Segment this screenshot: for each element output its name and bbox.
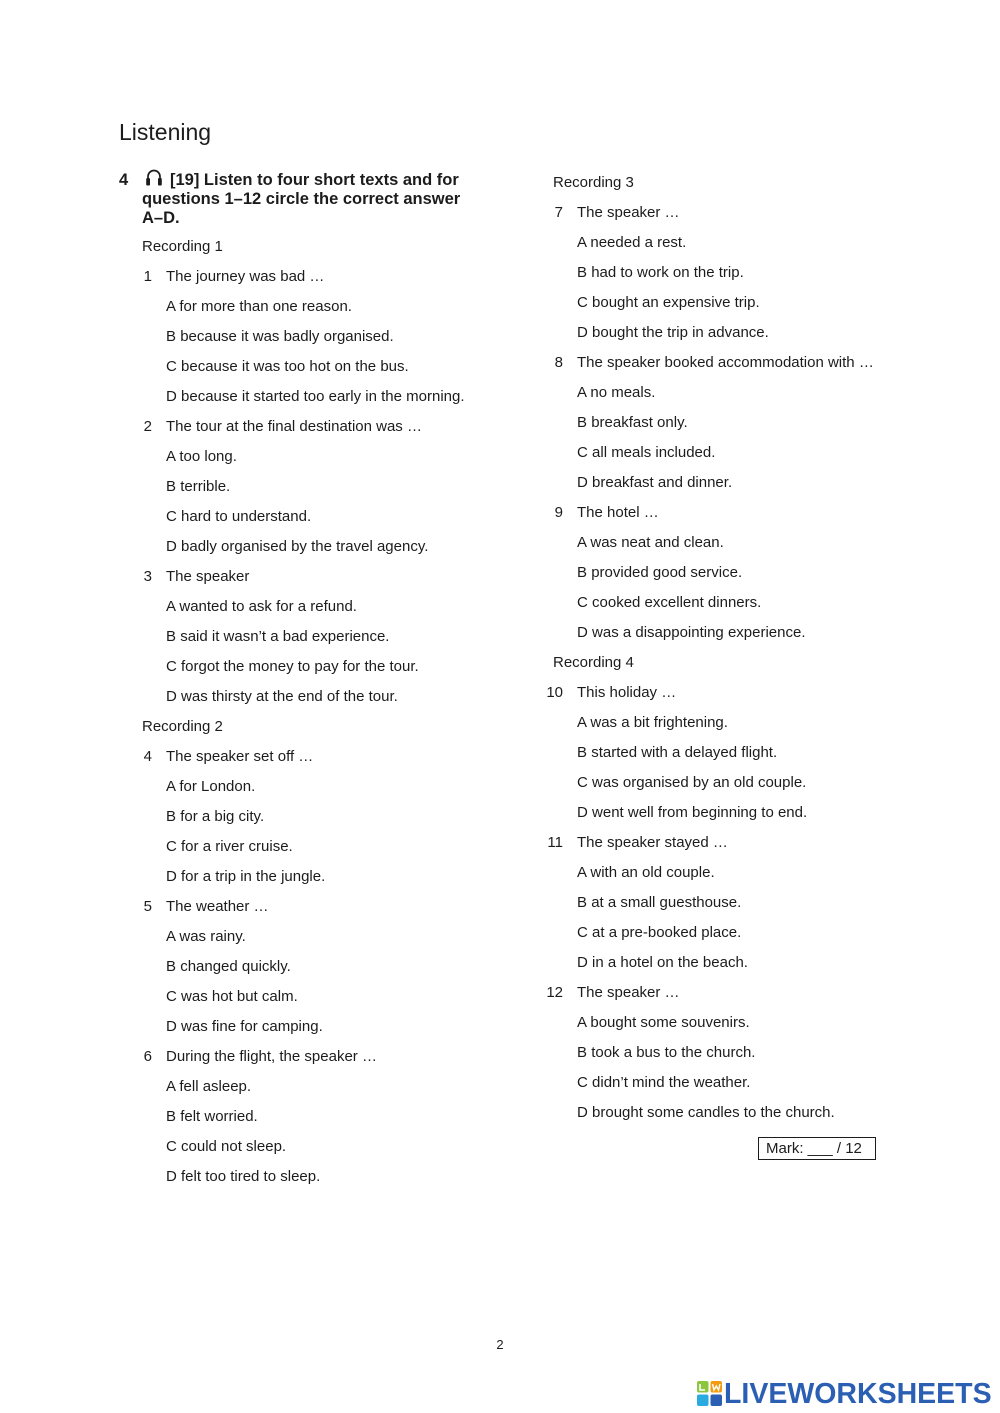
option-7-a[interactable] (577, 228, 907, 258)
option-8-b[interactable] (577, 408, 907, 438)
option-letter: D (166, 868, 177, 886)
question-12 (546, 978, 907, 1008)
option-10-a[interactable] (577, 708, 907, 738)
logo-text: LIVEWORKSHEETS (724, 1378, 992, 1410)
option-text: wanted to ask for a refund. (179, 598, 357, 616)
option-text: was a disappointing experience. (592, 624, 806, 642)
option-11-c[interactable] (577, 918, 907, 948)
option-10-d[interactable] (577, 798, 907, 828)
option-letter: C (166, 658, 177, 676)
exercise-number: 4 (119, 171, 129, 189)
option-letter: B (166, 808, 177, 826)
option-letter: A (577, 864, 587, 882)
option-text: badly organised by the travel agency. (181, 538, 429, 556)
option-letter: B (166, 628, 177, 646)
option-text: needed a rest. (590, 234, 687, 252)
question-number: 3 (143, 568, 152, 586)
option-text: for more than one reason. (179, 298, 352, 316)
question-number: 12 (546, 984, 563, 1002)
option-10-c[interactable] (577, 768, 907, 798)
option-letter: D (577, 804, 588, 822)
option-text: terrible. (180, 478, 231, 496)
option-text: had to work on the trip. (591, 264, 744, 282)
option-3-b[interactable] (166, 622, 496, 652)
question-number: 5 (143, 898, 152, 916)
option-letter: B (166, 328, 177, 346)
option-letter: A (166, 1078, 176, 1096)
mark-label: Mark: (766, 1140, 804, 1157)
option-6-a[interactable] (166, 1072, 496, 1102)
option-2-b[interactable] (166, 472, 496, 502)
question-stem: The speaker stayed … (577, 834, 728, 852)
option-text: went well from beginning to end. (592, 804, 808, 822)
option-letter: C (577, 444, 588, 462)
liveworksheets-logo-icon (697, 1381, 722, 1406)
option-letter: D (577, 624, 588, 642)
option-letter: B (577, 894, 588, 912)
option-text: in a hotel on the beach. (592, 954, 748, 972)
question-stem: The speaker … (577, 204, 680, 222)
option-8-a[interactable] (577, 378, 907, 408)
option-11-b[interactable] (577, 888, 907, 918)
mark-total: / 12 (836, 1140, 862, 1157)
page-number: 2 (496, 1337, 504, 1352)
option-text: was thirsty at the end of the tour. (181, 688, 398, 706)
option-text: bought the trip in advance. (592, 324, 769, 342)
option-7-d[interactable] (577, 318, 907, 348)
option-10-b[interactable] (577, 738, 907, 768)
option-text: for a river cruise. (181, 838, 293, 856)
option-8-d[interactable] (577, 468, 907, 498)
option-text: brought some candles to the church. (592, 1104, 835, 1122)
option-text: changed quickly. (180, 958, 291, 976)
option-letter: B (166, 958, 177, 976)
option-letter: D (166, 538, 177, 556)
option-1-b[interactable] (166, 322, 496, 352)
question-number: 6 (143, 1048, 152, 1066)
question-stem: This holiday … (577, 684, 677, 702)
option-9-d[interactable] (577, 618, 907, 648)
question-5 (143, 892, 496, 922)
option-text: felt too tired to sleep. (181, 1168, 321, 1186)
option-text: at a pre-booked place. (592, 924, 742, 942)
question-9 (554, 498, 907, 528)
option-3-c[interactable] (166, 652, 496, 682)
option-text: cooked excellent dinners. (592, 594, 762, 612)
question-number: 2 (143, 418, 152, 436)
question-3 (143, 562, 496, 592)
option-11-d[interactable] (577, 948, 907, 978)
right-column (546, 168, 907, 1129)
option-letter: C (166, 1138, 177, 1156)
option-text: for London. (179, 778, 256, 796)
option-12-c[interactable] (577, 1068, 907, 1098)
option-text: was a bit frightening. (590, 714, 728, 732)
option-text: was rainy. (179, 928, 246, 946)
option-7-c[interactable] (577, 288, 907, 318)
option-text: didn’t mind the weather. (592, 1074, 751, 1092)
option-letter: D (577, 954, 588, 972)
option-text: with an old couple. (590, 864, 715, 882)
option-text: was neat and clean. (590, 534, 724, 552)
option-11-a[interactable] (577, 858, 907, 888)
option-2-c[interactable] (166, 502, 496, 532)
option-text: was fine for camping. (181, 1018, 323, 1036)
option-5-d[interactable] (166, 1012, 496, 1042)
option-text: started with a delayed flight. (591, 744, 778, 762)
option-3-a[interactable] (166, 592, 496, 622)
option-text: no meals. (590, 384, 656, 402)
recording-1-label: Recording 1 (142, 238, 223, 255)
option-letter: A (577, 384, 587, 402)
option-letter: B (166, 478, 177, 496)
option-text: because it started too early in the morning. (181, 388, 465, 406)
question-stem: The speaker set off … (166, 748, 314, 766)
option-1-a[interactable] (166, 292, 496, 322)
option-letter: A (577, 534, 587, 552)
question-number: 1 (143, 268, 152, 286)
option-1-d[interactable] (166, 382, 496, 412)
option-6-c[interactable] (166, 1132, 496, 1162)
recording-2-label: Recording 2 (142, 718, 223, 736)
question-1 (143, 262, 496, 292)
question-number: 7 (554, 204, 563, 222)
option-letter: D (577, 1104, 588, 1122)
option-text: fell asleep. (179, 1078, 252, 1096)
option-text: took a bus to the church. (591, 1044, 756, 1062)
exercise-instruction: [19] Listen to four short texts and for questions 1–12 circle the correct answer A–D. (142, 171, 461, 227)
option-text: said it wasn’t a bad experience. (180, 628, 390, 646)
option-9-b[interactable] (577, 558, 907, 588)
question-11 (547, 828, 907, 858)
option-letter: D (577, 324, 588, 342)
option-2-a[interactable] (166, 442, 496, 472)
option-text: for a big city. (180, 808, 265, 826)
option-letter: B (577, 414, 588, 432)
left-column (142, 232, 496, 1193)
question-stem: The tour at the final destination was … (166, 418, 422, 436)
option-letter: D (577, 474, 588, 492)
option-3-d[interactable] (166, 682, 496, 712)
question-4 (143, 742, 496, 772)
liveworksheets-logo (697, 1380, 997, 1410)
option-5-b[interactable] (166, 952, 496, 982)
question-stem: The journey was bad … (166, 268, 325, 286)
option-letter: A (166, 448, 176, 466)
question-6 (143, 1042, 496, 1072)
option-letter: C (166, 358, 177, 376)
option-text: all meals included. (592, 444, 716, 462)
option-4-a[interactable] (166, 772, 496, 802)
option-letter: A (166, 598, 176, 616)
option-text: felt worried. (180, 1108, 258, 1126)
question-number: 8 (554, 354, 563, 372)
question-stem: The hotel … (577, 504, 659, 522)
question-stem: The weather … (166, 898, 269, 916)
option-text: was hot but calm. (181, 988, 298, 1006)
recording-3-label: Recording 3 (553, 174, 634, 191)
option-letter: C (166, 838, 177, 856)
option-text: too long. (179, 448, 237, 466)
option-9-c[interactable] (577, 588, 907, 618)
option-letter: A (166, 928, 176, 946)
option-letter: C (577, 294, 588, 312)
option-letter: C (577, 774, 588, 792)
option-text: was organised by an old couple. (592, 774, 807, 792)
option-letter: A (166, 298, 176, 316)
recording-4-label: Recording 4 (553, 654, 634, 672)
option-text: because it was too hot on the bus. (181, 358, 409, 376)
question-number: 9 (554, 504, 563, 522)
option-letter: D (166, 688, 177, 706)
option-letter: D (166, 388, 177, 406)
option-letter: B (166, 1108, 177, 1126)
question-number: 10 (546, 684, 563, 702)
question-8 (554, 348, 907, 378)
question-number: 11 (547, 834, 563, 852)
mark-blank: ___ (807, 1140, 833, 1157)
option-text: provided good service. (591, 564, 743, 582)
option-letter: C (166, 508, 177, 526)
option-letter: D (166, 1018, 177, 1036)
question-2 (143, 412, 496, 442)
option-letter: B (577, 564, 588, 582)
question-stem: The speaker booked accommodation with … (577, 354, 874, 372)
option-5-a[interactable] (166, 922, 496, 952)
option-text: bought an expensive trip. (592, 294, 760, 312)
question-10 (546, 678, 907, 708)
question-stem: The speaker (166, 568, 250, 586)
option-text: bought some souvenirs. (590, 1014, 750, 1032)
mark-box (758, 1137, 876, 1160)
option-4-c[interactable] (166, 832, 496, 862)
question-stem: The speaker … (577, 984, 680, 1002)
option-12-b[interactable] (577, 1038, 907, 1068)
option-6-d[interactable] (166, 1162, 496, 1192)
option-text: at a small guesthouse. (591, 894, 742, 912)
question-stem: During the flight, the speaker … (166, 1048, 377, 1066)
option-letter: A (577, 714, 587, 732)
option-text: hard to understand. (181, 508, 312, 526)
question-7 (554, 198, 907, 228)
option-9-a[interactable] (577, 528, 907, 558)
section-title: Listening (119, 119, 212, 145)
option-letter: B (577, 264, 588, 282)
option-letter: A (577, 1014, 587, 1032)
option-letter: C (577, 594, 588, 612)
option-text: forgot the money to pay for the tour. (181, 658, 419, 676)
option-12-d[interactable] (577, 1098, 907, 1128)
option-7-b[interactable] (577, 258, 907, 288)
option-1-c[interactable] (166, 352, 496, 382)
option-letter: A (166, 778, 176, 796)
option-text: for a trip in the jungle. (181, 868, 326, 886)
option-6-b[interactable] (166, 1102, 496, 1132)
option-text: breakfast and dinner. (592, 474, 733, 492)
option-text: breakfast only. (591, 414, 688, 432)
option-letter: A (577, 234, 587, 252)
option-4-b[interactable] (166, 802, 496, 832)
option-2-d[interactable] (166, 532, 496, 562)
option-letter: D (166, 1168, 177, 1186)
option-text: could not sleep. (181, 1138, 287, 1156)
question-number: 4 (143, 748, 152, 766)
option-letter: C (577, 1074, 588, 1092)
option-letter: C (166, 988, 177, 1006)
option-5-c[interactable] (166, 982, 496, 1012)
option-8-c[interactable] (577, 438, 907, 468)
option-letter: B (577, 1044, 588, 1062)
option-4-d[interactable] (166, 862, 496, 892)
option-text: because it was badly organised. (180, 328, 394, 346)
option-letter: C (577, 924, 588, 942)
option-12-a[interactable] (577, 1008, 907, 1038)
option-letter: B (577, 744, 588, 762)
